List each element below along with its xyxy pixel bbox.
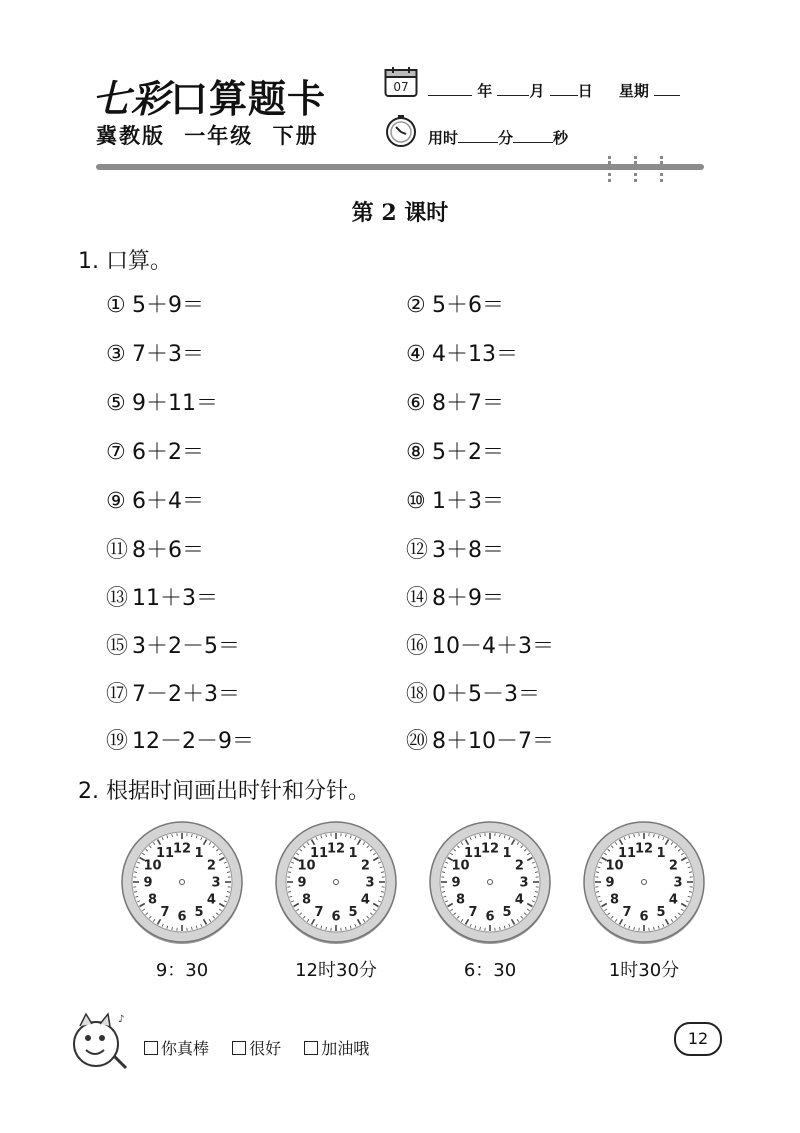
clock-numeral: 2 bbox=[514, 858, 524, 874]
clock-numeral: 9 bbox=[451, 875, 461, 891]
problem-expression: 5＋6＝ bbox=[432, 293, 504, 318]
problem-expression: 9＋11＝ bbox=[132, 391, 218, 416]
month-label: 月 bbox=[529, 82, 545, 100]
clock-face[interactable] bbox=[428, 820, 552, 944]
clock-numeral: 11 bbox=[617, 846, 637, 862]
edition-subtitle: 冀教版 一年级 下册 bbox=[96, 124, 319, 148]
clock-numeral: 5 bbox=[348, 904, 358, 920]
problem-number: ⑳ bbox=[406, 729, 429, 754]
clock-numeral: 12 bbox=[634, 841, 654, 857]
brand-title bbox=[92, 68, 326, 123]
clock-numeral: 10 bbox=[605, 858, 624, 874]
clock-center bbox=[180, 880, 185, 885]
problem-item[interactable] bbox=[406, 337, 518, 368]
clock-numeral: 8 bbox=[148, 892, 158, 908]
problem-item[interactable] bbox=[106, 581, 218, 612]
binder-pin bbox=[608, 156, 615, 182]
minute-label: 分 bbox=[498, 129, 514, 147]
clock-numeral: 11 bbox=[309, 846, 329, 862]
date-row bbox=[428, 80, 680, 101]
problem-expression: 10－4＋3＝ bbox=[432, 634, 554, 659]
problem-item[interactable] bbox=[406, 288, 504, 319]
clock-numeral: 10 bbox=[297, 858, 316, 874]
clock-numeral: 12 bbox=[326, 841, 346, 857]
problem-number: ⑰ bbox=[106, 682, 129, 707]
problem-item[interactable] bbox=[406, 435, 504, 466]
clock-numeral: 8 bbox=[610, 892, 620, 908]
clock-numeral: 7 bbox=[160, 904, 170, 920]
clock-numeral: 8 bbox=[302, 892, 312, 908]
problem-expression: 5＋9＝ bbox=[132, 293, 204, 318]
problem-number: ⑧ bbox=[406, 440, 426, 465]
clock-numeral: 6 bbox=[177, 909, 187, 925]
problem-item[interactable] bbox=[106, 484, 204, 515]
calendar-icon bbox=[384, 66, 418, 98]
clock-numeral: 3 bbox=[673, 875, 683, 891]
problem-expression: 7＋3＝ bbox=[132, 342, 204, 367]
problem-item[interactable] bbox=[406, 386, 504, 417]
clock-numeral: 8 bbox=[456, 892, 466, 908]
problem-item[interactable] bbox=[106, 386, 218, 417]
calendar-day: 07 bbox=[393, 80, 409, 94]
problem-expression: 7－2＋3＝ bbox=[132, 682, 240, 707]
clock-numeral: 5 bbox=[194, 904, 204, 920]
problem-expression: 8＋9＝ bbox=[432, 586, 504, 611]
problem-expression: 6＋2＝ bbox=[132, 440, 204, 465]
clock-center bbox=[488, 880, 493, 885]
problem-item[interactable] bbox=[106, 288, 204, 319]
clock-numeral: 3 bbox=[211, 875, 221, 891]
weekday-blank[interactable] bbox=[654, 81, 680, 96]
problem-expression: 8＋7＝ bbox=[432, 391, 504, 416]
clock-numeral: 9 bbox=[297, 875, 307, 891]
problem-item[interactable] bbox=[106, 629, 240, 660]
checkbox[interactable] bbox=[232, 1041, 246, 1055]
section1-title: 1. 口算。 bbox=[78, 249, 172, 274]
clock-numeral: 3 bbox=[519, 875, 529, 891]
clock-numeral: 9 bbox=[605, 875, 615, 891]
lesson-title: 第 2 课时 bbox=[351, 200, 449, 226]
problem-number: ② bbox=[406, 293, 426, 318]
weekday-label: 星期 bbox=[618, 82, 649, 100]
clock-numeral: 1 bbox=[502, 846, 512, 862]
clock-center bbox=[334, 880, 339, 885]
problem-item[interactable] bbox=[106, 533, 204, 564]
self-rating bbox=[144, 1036, 387, 1059]
month-blank[interactable] bbox=[497, 81, 529, 96]
problem-number: ⑭ bbox=[406, 586, 429, 611]
problem-number: ⑤ bbox=[106, 391, 126, 416]
clock-face[interactable] bbox=[582, 820, 706, 944]
page-number: 12 bbox=[674, 1022, 722, 1056]
checkbox[interactable] bbox=[304, 1041, 318, 1055]
year-blank[interactable] bbox=[428, 81, 472, 96]
problem-number: ③ bbox=[106, 342, 126, 367]
problem-expression: 4＋13＝ bbox=[432, 342, 518, 367]
clock-numeral: 2 bbox=[668, 858, 678, 874]
problem-item[interactable] bbox=[406, 581, 504, 612]
clock-numeral: 6 bbox=[485, 909, 495, 925]
clock-numeral: 5 bbox=[502, 904, 512, 920]
problem-expression: 5＋2＝ bbox=[432, 440, 504, 465]
problem-expression: 3＋2－5＝ bbox=[132, 634, 240, 659]
clock-numeral: 7 bbox=[314, 904, 324, 920]
problem-number: ⑲ bbox=[106, 729, 129, 754]
clock-numeral: 4 bbox=[206, 892, 216, 908]
stopwatch-icon bbox=[384, 114, 418, 148]
clock-face[interactable] bbox=[120, 820, 244, 944]
minute-blank[interactable] bbox=[458, 128, 498, 143]
binder-pin bbox=[634, 156, 641, 182]
clock-time-label: 9：30 bbox=[155, 960, 209, 981]
clock-numeral: 4 bbox=[360, 892, 370, 908]
rating-option[interactable] bbox=[144, 1039, 209, 1058]
clock-time-label: 1时30分 bbox=[608, 960, 680, 981]
problem-number: ⑱ bbox=[406, 682, 429, 707]
problem-item[interactable] bbox=[406, 724, 554, 755]
clock-numeral: 11 bbox=[463, 846, 483, 862]
clock-numeral: 7 bbox=[468, 904, 478, 920]
problem-number: ⑯ bbox=[406, 634, 429, 659]
clock-time-label: 6：30 bbox=[463, 960, 517, 981]
rating-option[interactable] bbox=[232, 1039, 281, 1058]
problem-expression: 0＋5－3＝ bbox=[432, 682, 540, 707]
clock-numeral: 12 bbox=[480, 841, 500, 857]
problem-expression: 12－2－9＝ bbox=[132, 729, 254, 754]
problem-item[interactable] bbox=[106, 677, 240, 708]
year-label: 年 bbox=[477, 82, 493, 100]
problem-item[interactable] bbox=[406, 533, 504, 564]
clock-numeral: 1 bbox=[194, 846, 204, 862]
clock-numeral: 10 bbox=[143, 858, 162, 874]
problem-item[interactable] bbox=[406, 629, 554, 660]
clock-numeral: 11 bbox=[155, 846, 175, 862]
clock-numeral: 5 bbox=[656, 904, 666, 920]
clock-numeral: 2 bbox=[206, 858, 216, 874]
clock-face[interactable] bbox=[274, 820, 398, 944]
problem-item[interactable] bbox=[106, 435, 204, 466]
problem-number: ⑮ bbox=[106, 634, 129, 659]
problem-expression: 8＋10－7＝ bbox=[432, 729, 554, 754]
problem-number: ⑩ bbox=[406, 489, 426, 514]
clock-center bbox=[642, 880, 647, 885]
problem-number: ① bbox=[106, 293, 126, 318]
brand-deco: 七彩 bbox=[92, 76, 171, 121]
problem-number: ⑦ bbox=[106, 440, 126, 465]
binder-pin bbox=[660, 156, 667, 182]
section2-title: 2. 根据时间画出时针和分针。 bbox=[78, 779, 370, 804]
day-blank[interactable] bbox=[550, 81, 578, 96]
problem-expression: 11＋3＝ bbox=[132, 586, 218, 611]
clock-numeral: 1 bbox=[656, 846, 666, 862]
brand-main: 口算题卡 bbox=[170, 76, 327, 121]
rating-option[interactable] bbox=[304, 1039, 369, 1058]
problem-expression: 8＋6＝ bbox=[132, 538, 204, 563]
svg-text:♪: ♪ bbox=[118, 1014, 125, 1025]
problem-expression: 3＋8＝ bbox=[432, 538, 504, 563]
clock-numeral: 3 bbox=[365, 875, 375, 891]
problem-expression: 1＋3＝ bbox=[432, 489, 504, 514]
problem-item[interactable] bbox=[106, 337, 204, 368]
problem-number: ⑬ bbox=[106, 586, 129, 611]
problem-item[interactable] bbox=[406, 484, 504, 515]
checkbox[interactable] bbox=[144, 1041, 158, 1055]
problem-expression: 6＋4＝ bbox=[132, 489, 204, 514]
second-label: 秒 bbox=[553, 129, 569, 147]
rating-label: 很好 bbox=[249, 1039, 282, 1058]
problem-number: ⑫ bbox=[406, 538, 429, 563]
problem-number: ⑥ bbox=[406, 391, 426, 416]
second-blank[interactable] bbox=[513, 128, 553, 143]
clock-numeral: 9 bbox=[143, 875, 153, 891]
clock-numeral: 12 bbox=[172, 841, 192, 857]
clock-numeral: 10 bbox=[451, 858, 470, 874]
rating-label: 你真棒 bbox=[161, 1039, 210, 1058]
clock-numeral: 4 bbox=[514, 892, 524, 908]
clock-numeral: 2 bbox=[360, 858, 370, 874]
clock-numeral: 6 bbox=[331, 909, 341, 925]
clock-numeral: 1 bbox=[348, 846, 358, 862]
problem-number: ④ bbox=[406, 342, 426, 367]
problem-item[interactable] bbox=[406, 677, 540, 708]
problem-number: ⑪ bbox=[106, 538, 129, 563]
clock-numeral: 6 bbox=[639, 909, 649, 925]
clock-time-label: 12时30分 bbox=[295, 960, 377, 981]
rating-label: 加油哦 bbox=[321, 1039, 370, 1058]
clock-numeral: 4 bbox=[668, 892, 678, 908]
day-label: 日 bbox=[577, 82, 593, 100]
problem-item[interactable] bbox=[106, 724, 254, 755]
mascot-illustration bbox=[66, 1004, 136, 1076]
problem-number: ⑨ bbox=[106, 489, 126, 514]
clock-numeral: 7 bbox=[622, 904, 632, 920]
time-used-label: 用时 bbox=[428, 129, 459, 147]
time-used-row bbox=[428, 127, 568, 148]
